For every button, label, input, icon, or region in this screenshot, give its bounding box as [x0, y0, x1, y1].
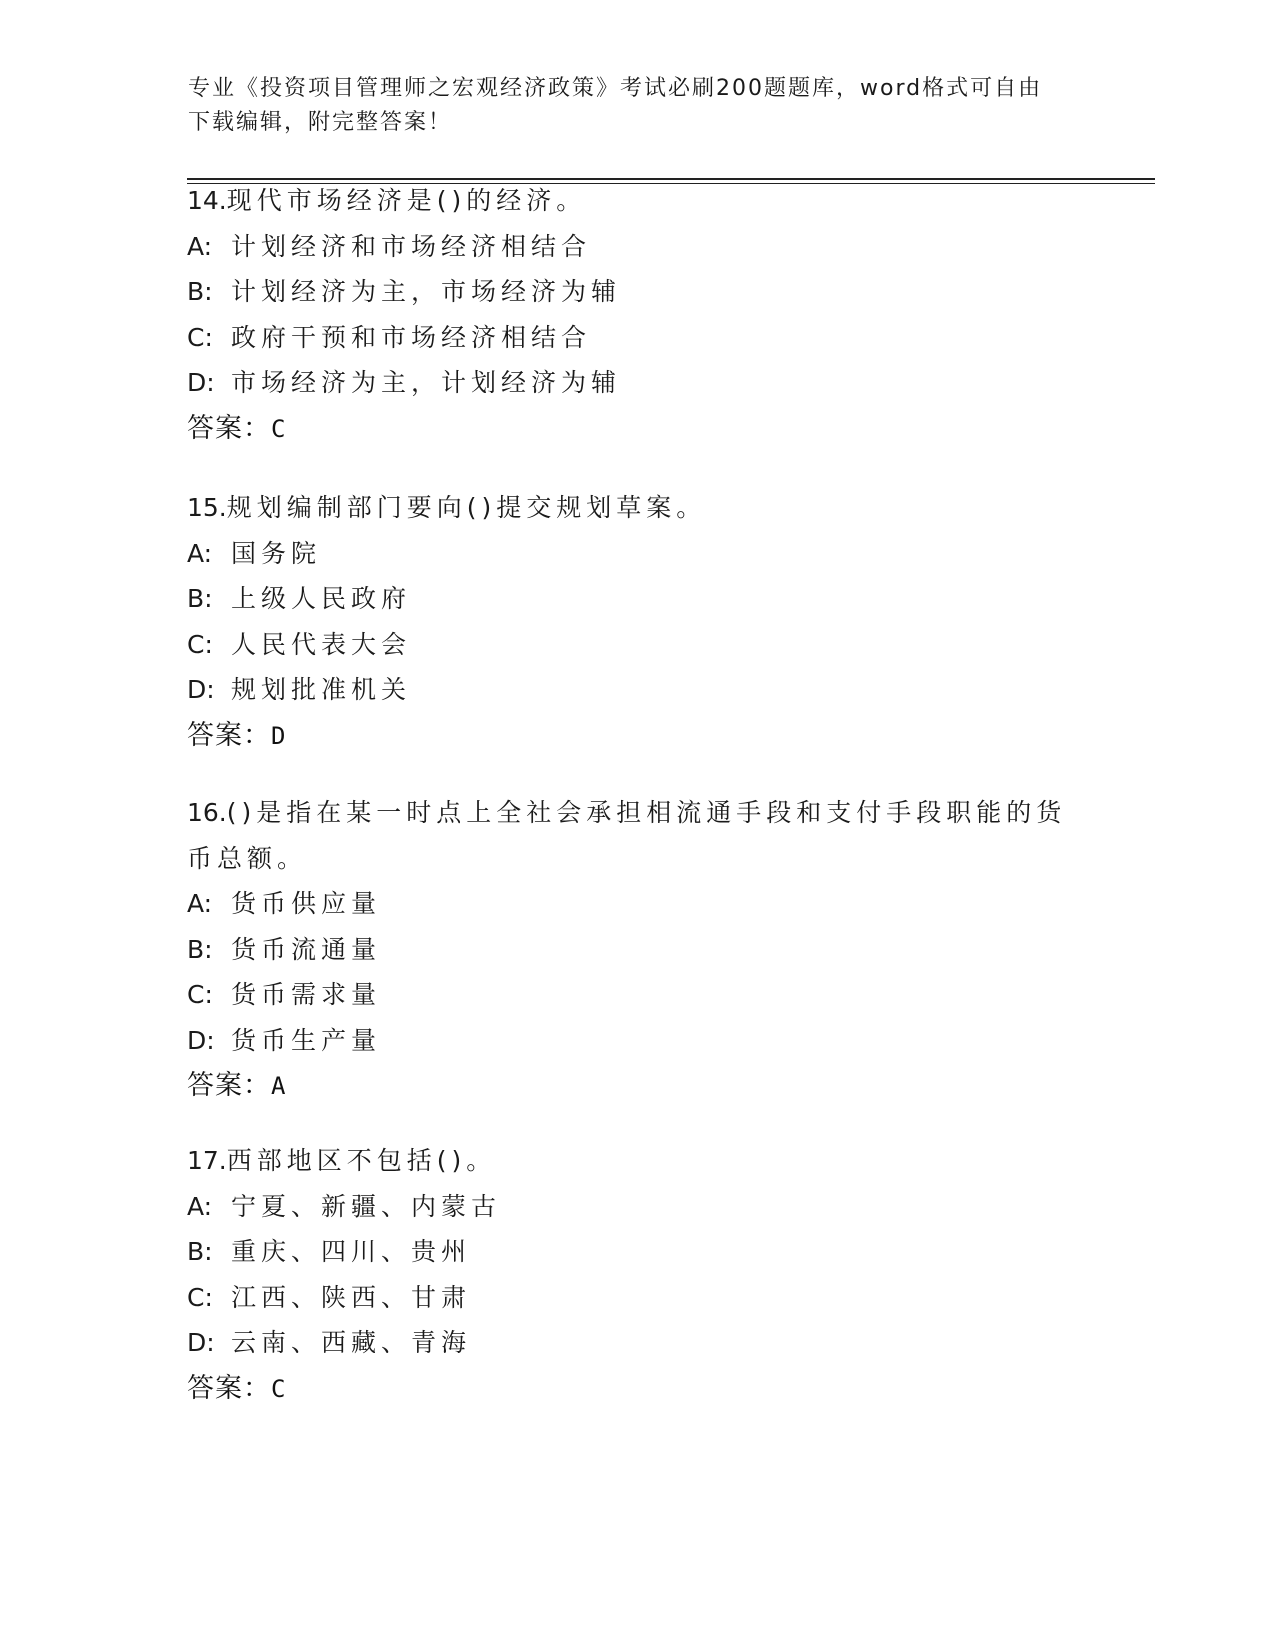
- option-text: 货币需求量: [231, 980, 382, 1009]
- option-d: [187, 1018, 1087, 1064]
- option-key: B:: [187, 277, 213, 306]
- option-text: 计划经济和市场经济相结合: [231, 231, 592, 261]
- answer-value: A: [271, 1072, 287, 1100]
- option-d: [187, 1320, 1087, 1366]
- option-key: A:: [187, 231, 213, 261]
- option-key: B:: [187, 1237, 213, 1266]
- option-text: 货币供应量: [231, 889, 382, 918]
- option-key: D:: [187, 368, 215, 397]
- answer-line: [187, 1366, 1087, 1412]
- question-16: [187, 790, 1087, 1109]
- answer-label: 答案：: [187, 1372, 271, 1404]
- option-key: B:: [187, 934, 213, 964]
- option-text: 货币流通量: [231, 934, 382, 964]
- option-text: 计划经济为主，市场经济为辅: [231, 277, 622, 306]
- question-text: 现代市场经济是()的经济。: [226, 186, 587, 215]
- question-number: 17.: [187, 1146, 227, 1175]
- option-key: C:: [187, 629, 213, 659]
- option-text: 上级人民政府: [231, 584, 412, 613]
- question-number: 15.: [187, 493, 227, 522]
- option-b: [187, 269, 1087, 315]
- answer-line: [187, 406, 1087, 452]
- option-b: [187, 927, 1087, 973]
- answer-value: C: [271, 1374, 287, 1403]
- option-text: 市场经济为主，计划经济为辅: [231, 368, 622, 397]
- document-header: [188, 72, 1068, 140]
- option-text: 重庆、四川、贵州: [231, 1237, 472, 1266]
- option-key: A:: [187, 1191, 213, 1221]
- answer-label: 答案：: [187, 1070, 271, 1101]
- option-b: [187, 576, 1087, 622]
- question-text: ()是指在某一时点上全社会承担相流通手段和支付手段职能的货币总额。: [187, 798, 1067, 873]
- question-text: 规划编制部门要向()提交规划草案。: [226, 493, 707, 522]
- question-number: 16.: [187, 798, 227, 827]
- question-17: [187, 1138, 1087, 1412]
- option-d: [187, 360, 1087, 406]
- option-text: 江西、陕西、甘肃: [231, 1282, 472, 1312]
- question-stem: [187, 485, 1087, 531]
- option-a: [187, 1184, 1087, 1230]
- header-line-2: 下载编辑，附完整答案！: [188, 110, 453, 135]
- option-text: 人民代表大会: [231, 629, 412, 659]
- option-b: [187, 1229, 1087, 1275]
- question-text: 西部地区不包括()。: [226, 1146, 497, 1175]
- option-text: 规划批准机关: [231, 675, 412, 704]
- question-14: [187, 178, 1087, 452]
- question-stem: [187, 1138, 1087, 1184]
- option-c: [187, 622, 1087, 668]
- answer-value: D: [271, 721, 287, 750]
- answer-label: 答案：: [187, 719, 271, 751]
- option-key: B:: [187, 584, 213, 613]
- option-c: [187, 1275, 1087, 1321]
- option-key: D:: [187, 675, 215, 704]
- option-key: C:: [187, 980, 213, 1009]
- option-a: [187, 881, 1087, 927]
- question-stem: [187, 790, 1087, 881]
- answer-label: 答案：: [187, 412, 271, 444]
- answer-line: [187, 1063, 1087, 1109]
- option-a: [187, 224, 1087, 270]
- header-line-1: 专业《投资项目管理师之宏观经济政策》考试必刷200题题库，word格式可自由: [188, 76, 1043, 101]
- option-key: C:: [187, 322, 213, 352]
- option-key: C:: [187, 1282, 213, 1312]
- option-text: 国务院: [231, 538, 322, 568]
- option-text: 宁夏、新疆、内蒙古: [231, 1191, 502, 1221]
- option-key: A:: [187, 889, 213, 918]
- answer-line: [187, 713, 1087, 759]
- option-key: A:: [187, 538, 213, 568]
- question-number: 14.: [187, 186, 227, 215]
- option-d: [187, 667, 1087, 713]
- answer-value: C: [271, 414, 287, 443]
- option-c: [187, 315, 1087, 361]
- question-stem: [187, 178, 1087, 224]
- option-text: 货币生产量: [231, 1025, 382, 1055]
- option-key: D:: [187, 1328, 215, 1357]
- question-15: [187, 485, 1087, 759]
- option-key: D:: [187, 1025, 215, 1055]
- option-c: [187, 972, 1087, 1018]
- option-text: 政府干预和市场经济相结合: [231, 322, 592, 352]
- option-text: 云南、西藏、青海: [231, 1328, 472, 1357]
- option-a: [187, 531, 1087, 577]
